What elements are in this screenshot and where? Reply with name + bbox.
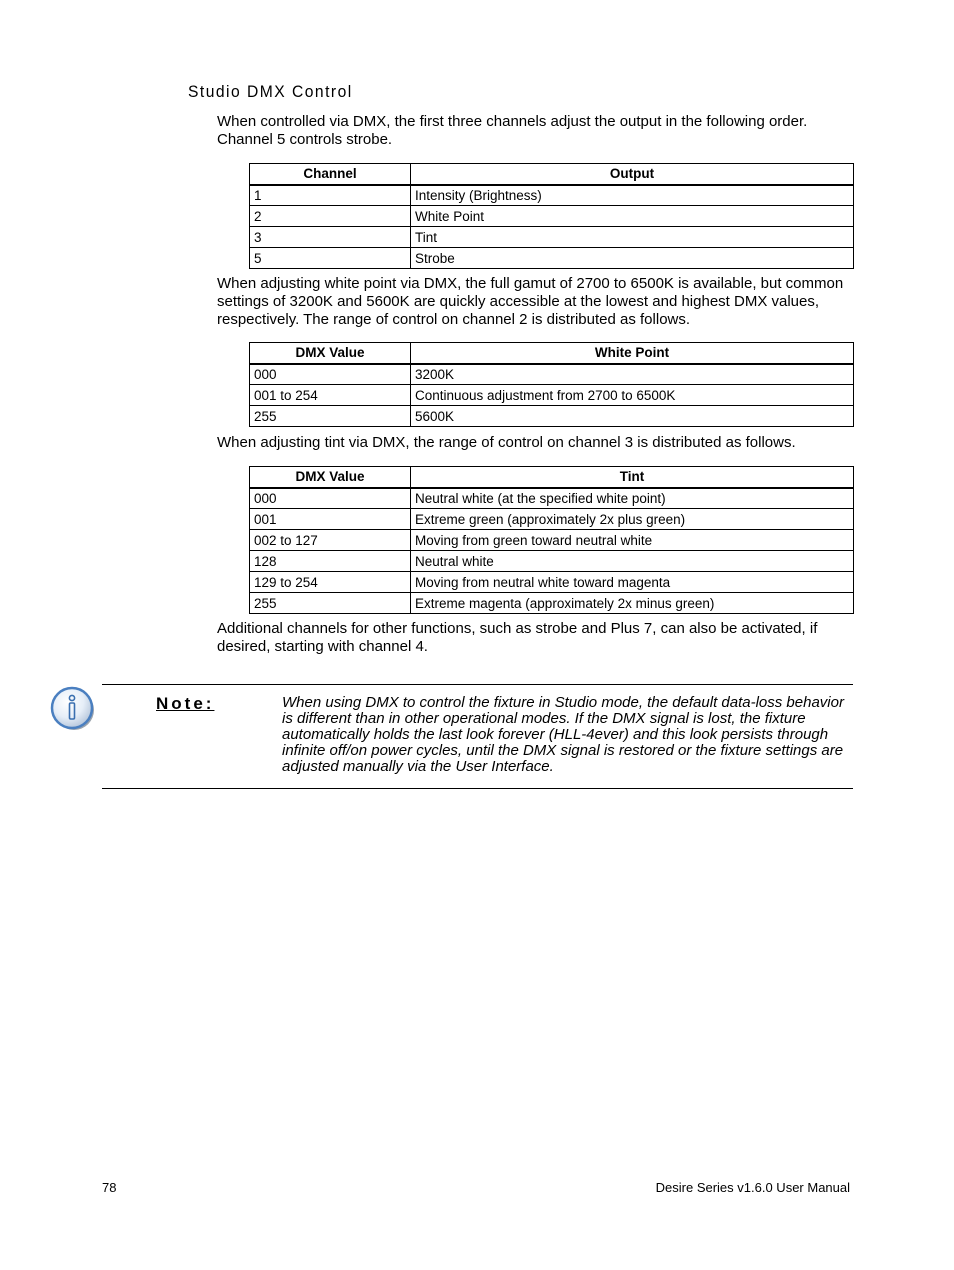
table-cell: 000 — [250, 488, 411, 509]
white-point-paragraph: When adjusting white point via DMX, the full gamut of 2700 to 6500K is available, but common settings of 3200K and 5600K are quickly accessible at the lowest and highest DMX values, respectively. The range of control on channel 2 is distributed as follows. — [217, 275, 844, 328]
table-row — [250, 364, 854, 385]
table-cell: 255 — [250, 593, 411, 614]
note-top-divider — [102, 684, 853, 685]
table-row — [250, 593, 854, 614]
table-cell: 128 — [250, 551, 411, 572]
table-cell: Moving from green toward neutral white — [411, 530, 854, 551]
table-row — [250, 185, 854, 206]
table-cell: 3200K — [411, 364, 854, 385]
tint-paragraph: When adjusting tint via DMX, the range of control on channel 3 is distributed as follows. — [217, 434, 796, 451]
column-header: Tint — [411, 467, 854, 488]
page-number: 78 — [102, 1180, 117, 1195]
table-row — [250, 551, 854, 572]
white-point-table — [249, 342, 854, 427]
table-cell: 5600K — [411, 406, 854, 427]
column-header: DMX Value — [250, 467, 411, 488]
additional-paragraph: Additional channels for other functions, such as strobe and Plus 7, can also be activated, if desired, starting with channel 4. — [217, 620, 818, 655]
note-text: When using DMX to control the fixture in Studio mode, the default data-loss behavior is different than in other operational modes. If the DMX signal is lost, the fixture automatically holds the last look forever (HLL-4ever) and this look persists through infinite off/on power cycles, until the DMX signal is restored or the fixture settings are adjusted manually via the User Interface. — [282, 694, 844, 775]
column-header: Channel — [250, 164, 411, 185]
table-cell: 129 to 254 — [250, 572, 411, 593]
column-header: DMX Value — [250, 343, 411, 364]
table-cell: Neutral white (at the specified white point) — [411, 488, 854, 509]
table-row — [250, 385, 854, 406]
table-cell: 3 — [250, 227, 411, 248]
table-cell: Extreme green (approximately 2x plus green) — [411, 509, 854, 530]
table-cell: 2 — [250, 206, 411, 227]
info-icon — [50, 686, 96, 732]
table-cell: 002 to 127 — [250, 530, 411, 551]
table-row — [250, 530, 854, 551]
table-cell: 1 — [250, 185, 411, 206]
intro-paragraph: When controlled via DMX, the first three channels adjust the output in the following order. Channel 5 controls strobe. — [217, 113, 808, 148]
channel-table — [249, 163, 854, 269]
column-header: White Point — [411, 343, 854, 364]
table-cell: 001 — [250, 509, 411, 530]
note-bottom-divider — [102, 788, 853, 789]
manual-title: Desire Series v1.6.0 User Manual — [655, 1180, 850, 1195]
table-header-row — [250, 467, 854, 488]
section-heading: Studio DMX Control — [188, 82, 353, 101]
table-cell: White Point — [411, 206, 854, 227]
table-cell: 001 to 254 — [250, 385, 411, 406]
table-cell: 000 — [250, 364, 411, 385]
table-row — [250, 227, 854, 248]
table-cell: Continuous adjustment from 2700 to 6500K — [411, 385, 854, 406]
table-cell: Extreme magenta (approximately 2x minus green) — [411, 593, 854, 614]
table-cell: Strobe — [411, 248, 854, 269]
tint-table — [249, 466, 854, 614]
table-cell: 255 — [250, 406, 411, 427]
table-cell: Moving from neutral white toward magenta — [411, 572, 854, 593]
table-cell: Intensity (Brightness) — [411, 185, 854, 206]
table-row — [250, 406, 854, 427]
table-header-row — [250, 343, 854, 364]
note-label: Note: — [156, 694, 215, 713]
table-row — [250, 572, 854, 593]
table-cell: Tint — [411, 227, 854, 248]
column-header: Output — [411, 164, 854, 185]
table-cell: 5 — [250, 248, 411, 269]
table-row — [250, 488, 854, 509]
table-cell: Neutral white — [411, 551, 854, 572]
table-header-row — [250, 164, 854, 185]
table-row — [250, 509, 854, 530]
table-row — [250, 248, 854, 269]
table-row — [250, 206, 854, 227]
